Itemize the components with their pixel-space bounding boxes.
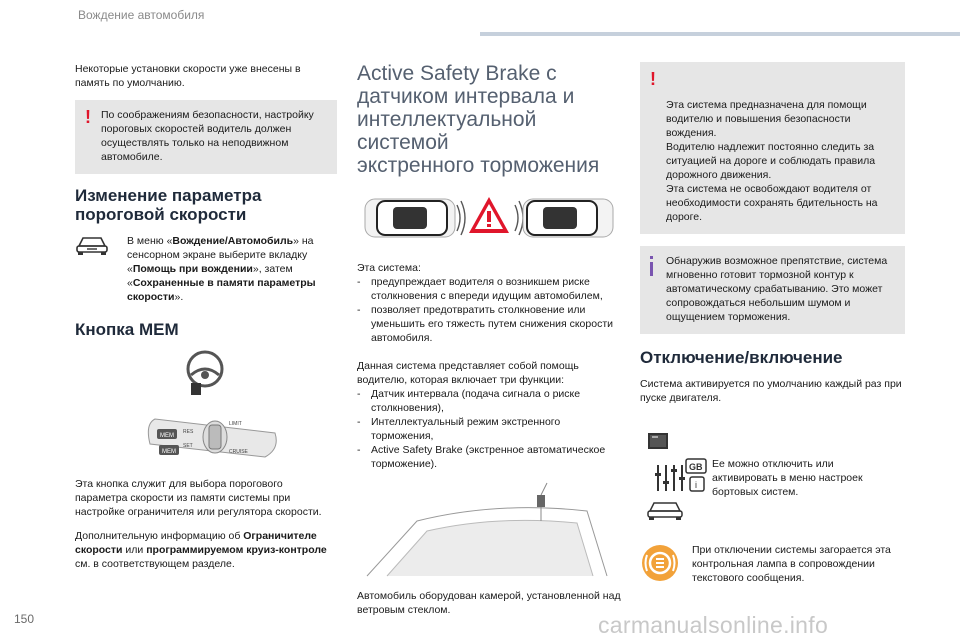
warning-note bbox=[75, 100, 337, 174]
svg-text:LIMIT: LIMIT bbox=[229, 421, 242, 427]
language-gb-icon bbox=[686, 459, 706, 491]
svg-text:MEM: MEM bbox=[160, 433, 174, 439]
watermark: carmanualsonline.info bbox=[598, 612, 829, 638]
warning-icon: ! bbox=[650, 69, 656, 89]
info-text: Обнаружив возможное препятствие, система мгновенно готовит тормозной контур к автоматическому срабатыванию. Это может сопровождаться небольшим шумом и ощущением торможения. bbox=[666, 255, 888, 323]
info-note bbox=[640, 246, 905, 334]
svg-text:MEM: MEM bbox=[162, 449, 176, 455]
camera-icon bbox=[537, 483, 547, 521]
car-icon bbox=[648, 503, 682, 520]
svg-text:GB: GB bbox=[689, 462, 703, 472]
lamp-row bbox=[640, 543, 905, 587]
functions-description: Данная система представляет собой помощь водителю, которая включает три функции: - Датчик интервала (подача сигнала о риске столкновения), - Интеллектуальный режим экстренного торможения, - Active Safety Brake (экстренное автоматическое торможение). bbox=[357, 359, 622, 471]
camera-description: Автомобиль оборудован камерой, установленной над ветровым стеклом. bbox=[357, 590, 621, 616]
header-title: Вождение автомобиля bbox=[78, 8, 205, 22]
column-middle bbox=[357, 62, 622, 627]
list-item: - позволяет предотвратить столкновение или уменьшить его тяжесть путем снижения скорости автомобиля. bbox=[357, 303, 622, 345]
list-item: - Active Safety Brake (экстренное автоматическое торможение). bbox=[357, 443, 622, 471]
more-info-text: Дополнительную информацию об Ограничителе скорости или программируемом круиз-контроле см. в соответствующем разделе. bbox=[75, 530, 327, 570]
settings-text: Ее можно отключить или активировать в меню настроек бортовых систем. bbox=[712, 458, 863, 498]
brake-warning-lamp-icon bbox=[640, 543, 692, 587]
warning-icon: ! bbox=[85, 107, 91, 127]
car-icon bbox=[75, 234, 127, 260]
warning-text: По соображениям безопасности, настройку пороговых скоростей водитель должен осуществлять только на неподвижном автомобиле. bbox=[101, 109, 314, 163]
lamp-description: При отключении системы загорается эта контрольная лампа в сопровождении текстового сообщения. bbox=[692, 544, 891, 584]
list-item: - Интеллектуальный режим экстренного торможения, bbox=[357, 415, 622, 443]
header-bar bbox=[480, 32, 960, 36]
menu-instruction-text: В меню «Вождение/Автомобиль» на сенсорном экране выберите вкладку «Помощь при вождении», затем «Сохраненные в памяти параметры скорости». bbox=[127, 235, 316, 303]
list-item: - Датчик интервала (подача сигнала о риске столкновения), bbox=[357, 387, 622, 415]
warning-triangle-icon bbox=[469, 197, 509, 233]
svg-text:i: i bbox=[695, 480, 697, 490]
svg-text:SET: SET bbox=[183, 443, 193, 449]
rear-car-icon bbox=[365, 199, 455, 237]
section-title-threshold: Изменение параметра пороговой скорости bbox=[75, 186, 262, 224]
screen-icon bbox=[648, 433, 668, 449]
page-number: 150 bbox=[14, 612, 35, 626]
svg-text:CRUISE: CRUISE bbox=[229, 449, 248, 455]
settings-sliders-icon bbox=[655, 465, 685, 491]
mem-description: Эта кнопка служит для выбора порогового параметра скорости из памяти системы при настройке ограничителя или регулятора скорости. bbox=[75, 478, 322, 518]
section-title-asb: Active Safety Brake с датчиком интервала и интеллектуальной системой экстренного торможения bbox=[357, 62, 600, 177]
intro-text: Некоторые установки скорости уже внесены в память по умолчанию. bbox=[75, 63, 301, 89]
column-right bbox=[640, 62, 905, 597]
steering-stalk-illustration bbox=[75, 349, 337, 467]
column-left bbox=[75, 62, 337, 581]
section-title-mem: Кнопка MEM bbox=[75, 320, 179, 339]
steering-wheel-icon bbox=[188, 352, 222, 386]
warning-text: Эта система предназначена для помощи водителю и повышения безопасности вождения. Водителю надлежит постоянно следить за ситуацией на дороге и соблюдать правила дорожного движения. Эта система не освобождают водителя от необходимости сохранять бдительность на дороге. bbox=[666, 99, 878, 223]
list-item: - предупреждает водителя о возникшем риске столкновения с впереди идущим автомобилем, bbox=[357, 275, 622, 303]
settings-icons bbox=[640, 415, 905, 535]
menu-instruction bbox=[75, 234, 337, 304]
front-car-icon bbox=[523, 199, 613, 237]
system-description: Эта система: - предупреждает водителя о возникшем риске столкновения с впереди идущим автомобилем, - позволяет предотвратить столкновение или уменьшить его тяжесть путем снижения скорости автомобиля. bbox=[357, 261, 622, 345]
warning-note-safety bbox=[640, 62, 905, 234]
windscreen-camera-illustration bbox=[357, 481, 622, 581]
section-title-toggle: Отключение/включение bbox=[640, 348, 843, 367]
svg-text:RES: RES bbox=[183, 429, 194, 435]
default-activation-text: Система активируется по умолчанию каждый раз при пуске двигателя. bbox=[640, 378, 902, 404]
collision-illustration bbox=[357, 189, 622, 249]
